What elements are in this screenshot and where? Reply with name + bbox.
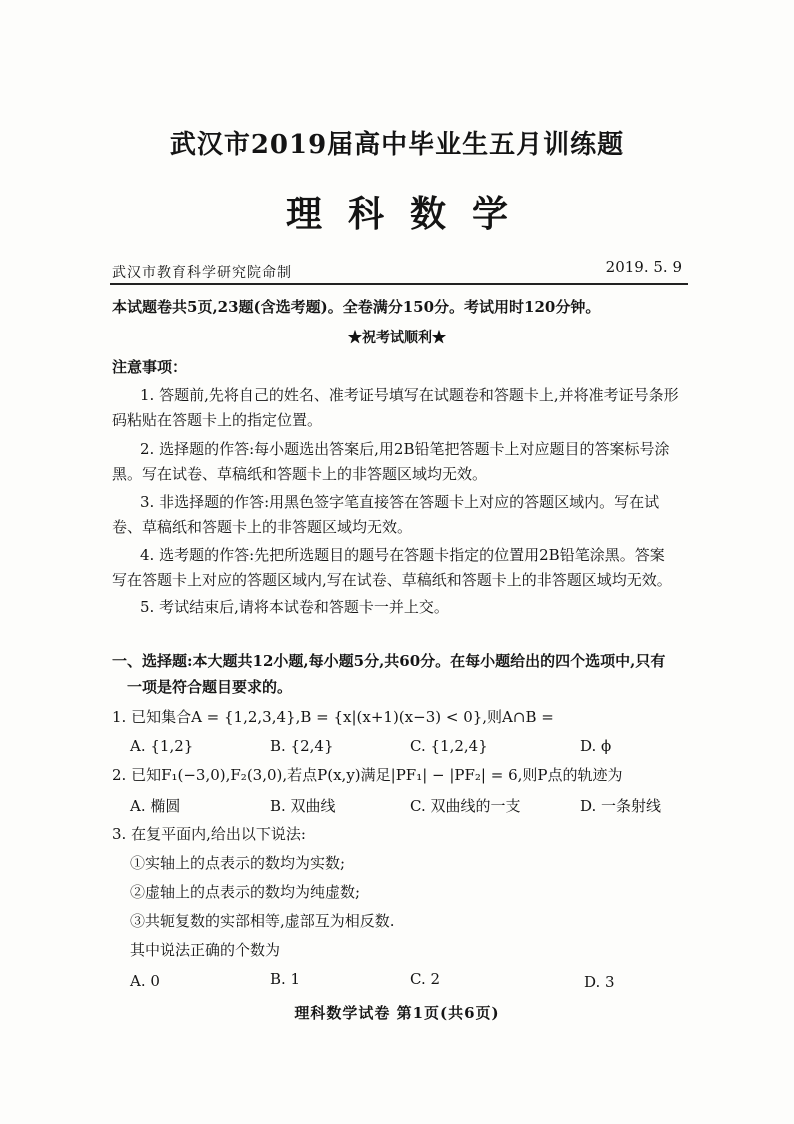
question-1-option-a: A. {1,2} [130, 737, 194, 755]
note-line: 写在答题卡上对应的答题区域内,写在试卷、草稿纸和答题卡上的非答题区域均无效。 [112, 571, 672, 589]
note-line: 卷、草稿纸和答题卡上的非答题区域均无效。 [112, 518, 413, 536]
question-1-option-c: C. {1,2,4} [410, 737, 488, 755]
question-3-prompt: 其中说法正确的个数为 [130, 941, 281, 959]
exam-date: 2019. 5. 9 [605, 258, 682, 276]
header-divider [110, 283, 688, 285]
notes-heading: 注意事项： [112, 358, 188, 376]
question-2-option-b: B. 双曲线 [270, 797, 336, 815]
question-3-statement: ③共轭复数的实部相等,虚部互为相反数. [130, 912, 395, 930]
exam-title: 武汉市2019届高中毕业生五月训练题 [169, 130, 625, 160]
section-heading: 一、选择题:本大题共12小题,每小题5分,共60分。在每小题给出的四个选项中,只有 [112, 652, 666, 670]
section-heading-cont: 一项是符合题目要求的。 [127, 678, 293, 696]
question-1-option-d: D. ϕ [580, 737, 612, 755]
note-line: 2. 选择题的作答:每小题选出答案后,用2B铅笔把答题卡上对应题目的答案标号涂 [140, 440, 670, 458]
question-3-statement: ①实轴上的点表示的数均为实数; [130, 854, 346, 872]
question-3-statement: ②虚轴上的点表示的数均为纯虚数; [130, 883, 361, 901]
note-line: 黑。写在试卷、草稿纸和答题卡上的非答题区域均无效。 [112, 465, 488, 483]
question-3-option-b: B. 1 [270, 970, 301, 988]
note-line: 5. 考试结束后,请将本试卷和答题卡一并上交。 [140, 598, 449, 616]
question-2-option-c: C. 双曲线的一支 [410, 797, 521, 815]
issuer-label: 武汉市教育科学研究院命制 [112, 265, 292, 281]
exam-summary: 本试题卷共5页,23题(含选考题)。全卷满分150分。考试用时120分钟。 [112, 298, 601, 316]
note-line: 码粘贴在答题卡上的指定位置。 [112, 411, 323, 429]
note-line: 3. 非选择题的作答:用黑色签字笔直接答在答题卡上对应的答题区域内。写在试 [140, 493, 660, 511]
question-3-option-d: D. 3 [584, 973, 615, 991]
question-1-option-b: B. {2,4} [270, 737, 334, 755]
question-2-option-d: D. 一条射线 [580, 797, 662, 815]
good-luck-banner: ★祝考试顺利★ [348, 330, 446, 346]
question-1-stem: 1. 已知集合A = {1,2,3,4},B = {x|(x+1)(x−3) < 0},则A∩B = [112, 708, 554, 726]
question-3-option-c: C. 2 [410, 970, 441, 988]
exam-subject: 理科数学 [285, 193, 534, 235]
note-line: 1. 答题前,先将自己的姓名、准考证号填写在试题卷和答题卡上,并将准考证号条形 [140, 386, 679, 404]
note-line: 4. 选考题的作答:先把所选题目的题号在答题卡指定的位置用2B铅笔涂黑。答案 [140, 546, 665, 564]
question-3-option-a: A. 0 [130, 972, 160, 990]
question-2-option-a: A. 椭圆 [130, 797, 181, 815]
page-footer: 理科数学试卷 第1页(共6页) [294, 1004, 500, 1022]
question-3-stem: 3. 在复平面内,给出以下说法: [112, 825, 306, 843]
question-2-stem: 2. 已知F₁(−3,0),F₂(3,0),若点P(x,y)满足|PF₁| − |PF₂| = 6,则P点的轨迹为 [112, 766, 623, 784]
